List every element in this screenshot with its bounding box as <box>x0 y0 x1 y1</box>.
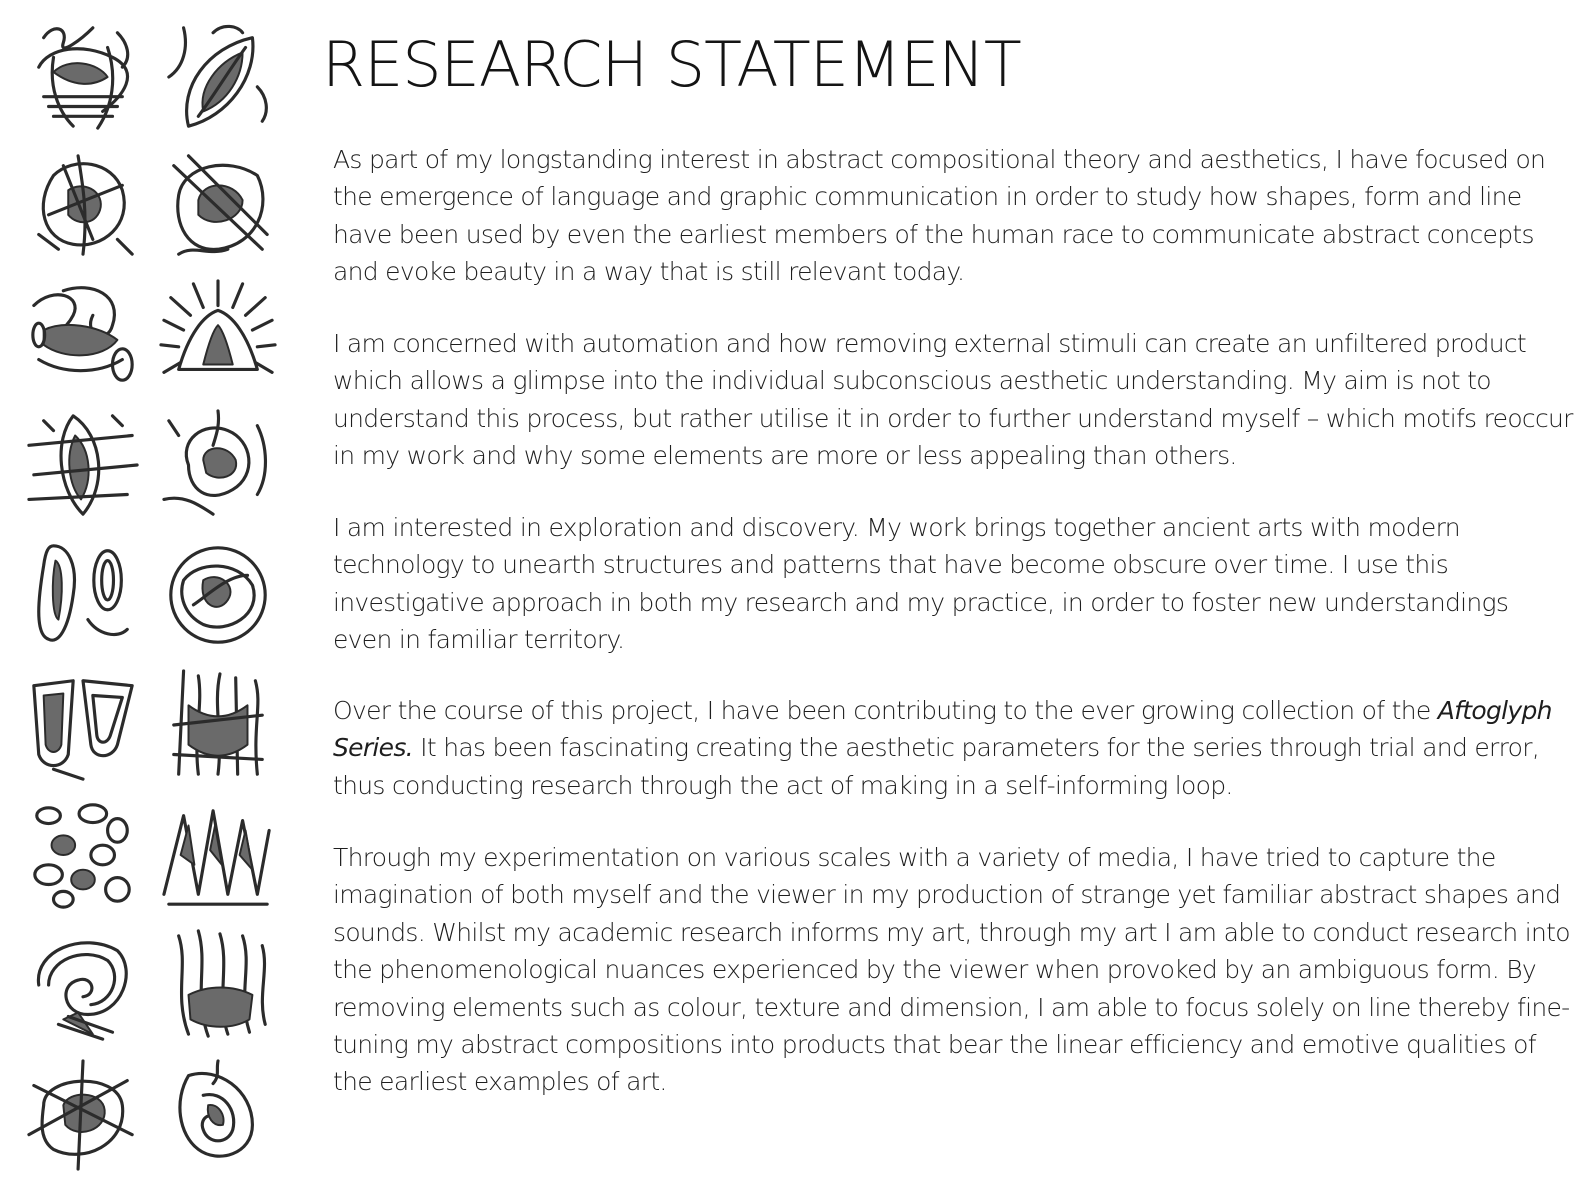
paragraph-4-intro: Over the course of this project, I have been contributing to the ever growing collection of the <box>333 696 1438 725</box>
statement-paragraph-1: As part of my longstanding interest in abstract compositional theory and aesthetics, I have focused on the emergence of language and graphic communication in order to study how shapes, form and line have been used by even the earliest members of the human race to communicate abstract concepts and evoke beauty in a way that is still relevant today. <box>333 145 1546 287</box>
pill-pair-glyph-icon <box>24 536 142 654</box>
folded-bars-glyph-icon <box>24 666 142 784</box>
statement-paragraph-5: Through my experimentation on various scales with a variety of media, I have tried to capture the imagination of both myself and the viewer in my production of strange yet familiar abstract shapes and sounds. Whilst my academic research informs my art, through my art I am able to conduct research into the phenomenological nuances experienced by the viewer when provoked by an ambiguous form. By removing elements such as colour, texture and dimension, I am able to focus solely on line thereby fine-tuning my abstract compositions into products that bear the linear efficiency and emotive qualities of the earliest examples of art. <box>333 843 1570 1097</box>
sunburst-glyph-icon <box>159 276 277 394</box>
knot-ring-glyph-icon <box>24 146 142 264</box>
paragraph-4-body: It has been fascinating creating the aesthetic parameters for the series through trial and error, thus conducting research through the act of making in a self-informing loop. <box>333 733 1540 800</box>
statement-paragraph-2: I am concerned with automation and how removing external stimuli can create an unfiltered product which allows a glimpse into the individual subconscious aesthetic understanding. My aim is not to understand this process, but rather utilise it in order to further understand myself – which motifs reoccur in my work and why some elements are more or less appealing than others. <box>333 329 1573 471</box>
research-statement-content <box>322 28 1573 1097</box>
rose-knot-glyph-icon <box>159 536 277 654</box>
nest-tangle-glyph-icon <box>24 1056 142 1174</box>
coiled-tangle-glyph-icon <box>159 406 277 524</box>
crossed-oval-glyph-icon <box>159 146 277 264</box>
series-name: Aftoglyph Series. <box>333 696 1552 763</box>
swirl-loops-glyph-icon <box>24 276 142 394</box>
statement-paragraph-4 <box>333 692 1573 804</box>
crossed-lozenge-glyph-icon <box>24 406 142 524</box>
page-title: RESEARCH STATEMENT <box>322 28 1021 101</box>
wavy-strands-glyph-icon <box>159 926 277 1044</box>
spiral-shell-glyph-icon <box>24 926 142 1044</box>
peaks-glyph-icon <box>159 796 277 914</box>
tangled-loop-glyph-icon <box>24 18 142 136</box>
vertical-strands-glyph-icon <box>159 666 277 784</box>
statement-paragraph-3: I am interested in exploration and discovery. My work brings together ancient arts with modern technology to unearth structures and patterns that have become obscure over time. I use this investigative approach in both my research and my practice, in order to foster new understandings even in familiar territory. <box>333 513 1509 655</box>
curl-pod-glyph-icon <box>159 1056 277 1174</box>
glyph-illustration-column <box>14 18 284 1188</box>
pebble-cluster-glyph-icon <box>24 796 142 914</box>
leaf-spiral-glyph-icon <box>159 18 277 136</box>
